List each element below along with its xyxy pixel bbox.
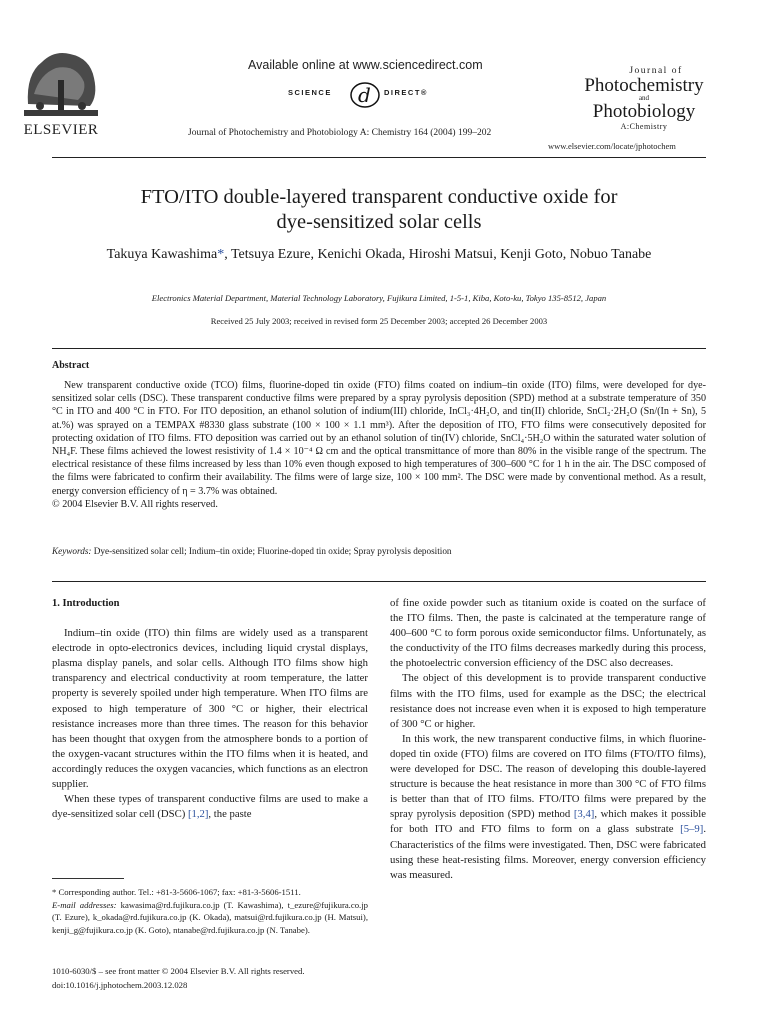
title-line-2: dye-sensitized solar cells [276, 211, 482, 233]
received-dates: Received 25 July 2003; received in revised form 25 December 2003; accepted 26 December 2003 [210, 316, 548, 326]
journal-url[interactable]: www.elsevier.com/locate/jphotochem [548, 141, 676, 151]
elsevier-logo [20, 44, 102, 140]
footnote [52, 886, 368, 936]
journal-logo-journal-of: Journal of [629, 66, 683, 76]
abstract-divider [52, 348, 706, 349]
available-online[interactable]: Available online at www.sciencedirect.com [248, 58, 483, 72]
keywords-list: Dye-sensitized solar cell; Indium–tin oxide; Fluorine-doped tin oxide; Spray pyrolysis deposition [91, 546, 452, 556]
right-paragraph-2: The object of this development is to provide transparent conductive films with the ITO films, used for example as the DSC; the electrical resistance does not increase even when it is exposed to high temperature of 300 °C or higher. [390, 672, 706, 730]
sciencedirect-left: SCIENCE [288, 88, 332, 97]
abstract-copyright: © 2004 Elsevier B.V. All rights reserved. [52, 498, 218, 510]
right-paragraph-3c: . Characteristics of the films were investigated. Then, DSC were fabricated using these heat-resisting films. Moreover, energy conversion efficiency was measured. [390, 823, 706, 881]
abstract-heading: Abstract [52, 360, 90, 371]
journal-citation: Journal of Photochemistry and Photobiology A: Chemistry 164 (2004) 199–202 [188, 128, 492, 138]
corresponding-author-link[interactable]: * [217, 247, 225, 262]
intro-paragraph-2-start: When these types of transparent conductive films are used to make a dye-sensitized solar cell (DSC) [52, 793, 368, 821]
right-paragraph-3b: , which makes it possible for both ITO and FTO films to form on a glass substrate [390, 808, 706, 836]
article-title [52, 185, 706, 235]
sciencedirect-d-icon [349, 78, 381, 110]
journal-logo [564, 66, 724, 131]
authors-rest: , Tetsuya Ezure, Kenichi Okada, Hiroshi Matsui, Kenji Goto, Nobuo Tanabe [224, 247, 652, 262]
affiliation: Electronics Material Department, Material Technology Laboratory, Fujikura Limited, 1-5-1, Kiba, Koto-ku, Tokyo 135-8512, Japan [151, 293, 607, 303]
corresponding-author-note: * Corresponding author. Tel.: +81-3-5606-1067; fax: +81-3-5606-1511. [52, 887, 301, 897]
right-paragraph-3a: In this work, the new transparent conductive films, in which fluorine-doped tin oxide (FTO) films are covered on ITO films (FTO/ITO films), were developed for DSC. The reason of developing this double-layered structure is because the heat resistance in more than 300 °C of FTO films is better than that of ITO films. FTO/ITO films were prepared by the spray pyrolysis deposition (SPD) method [390, 732, 706, 821]
email-addresses [52, 899, 368, 937]
right-paragraph-3 [390, 732, 706, 883]
email-label: E-mail addresses: [52, 899, 117, 910]
section-heading-introduction: 1. Introduction [52, 598, 120, 609]
keywords-label: Keywords: [52, 546, 92, 556]
intro-paragraph-2-end: , the paste [208, 808, 252, 821]
intro-paragraph-2 [52, 792, 368, 822]
reference-link-1-2[interactable]: [1,2] [187, 808, 209, 821]
left-column [52, 596, 368, 822]
journal-logo-and: and [638, 94, 650, 102]
footnote-divider [52, 878, 124, 879]
journal-logo-photochemistry: Photochemistry [584, 75, 704, 96]
author-first: Takuya Kawashima [106, 247, 218, 262]
abstract-body [52, 379, 706, 511]
publisher-name: ELSEVIER [23, 122, 99, 138]
journal-logo-photobiology: Photobiology [592, 101, 696, 122]
right-column [390, 596, 706, 883]
abstract-text: New transparent conductive oxide (TCO) films, fluorine-doped tin oxide (FTO) films coated on indium–tin oxide (ITO) films, were developed for dye-sensitized solar cells (DSC). These transparent conductive films were prepared by a spray pyrolysis deposition (SPD) method at a substrate temperature of 350 °C in ITO and 400 °C in FTO. For ITO deposition, an ethanol solution of indium(III) chloride, InCl₃·4H₂O, and tin(II) chloride, SnCl₂·2H₂O (Sn/(In + Sn), 5 at.%) was sprayed on a TEMPAX #8330 glass substrate (100 × 100 × 1.1 mm³). After the deposition of ITO, FTO films were consecutively deposited for protecting oxidation of ITO films. FTO deposition was carried out by an ethanol solution of tin(IV) chloride, SnCl₄·5H₂O within the saturated water solution of NH₄F. These films achieved the lowest resistivity of 1.4 × 10⁻⁴ Ω cm and the optical transmittance of more than 80% in the visible range of the spectrum. The electrical resistance of these films increased by less than 10% even though exposed to high temperatures of 300–600 °C for 1 h in the air. The DSC composed of the films were fabricated to confirm their availability. The films were of large size, 100 × 100 mm². The DSC were made by conventional method. As a result, energy conversion efficiency of η = 3.7% was obtained. [52, 380, 706, 497]
reference-link-3-4[interactable]: [3,4] [573, 808, 595, 821]
email-list: kawasima@rd.fujikura.co.jp (T. Kawashima), t_ezure@fujikura.co.jp (T. Ezure), k_okada@rd.fujikura.co.jp (K. Okada), matsui@rd.fujikura.co.jp (H. Matsui), kenji_g@fujikura.co.jp (K. Goto), ntanabe@rd.fujikura.co.jp (N. Tanabe). [52, 899, 368, 935]
front-matter [52, 964, 382, 992]
doi-line[interactable]: doi:10.1016/j.jphotochem.2003.12.028 [52, 980, 188, 990]
elsevier-tree-icon [20, 44, 102, 120]
svg-text:d: d [358, 83, 371, 107]
right-paragraph-1: of fine oxide powder such as titanium oxide is coated on the surface of the ITO films. Then, the paste is calcinated at the temperature range of 400–600 °C to form porous oxide semiconductor films. Unfortunately, as the conductivity of the ITO films decreases markedly during this process, the photoelectric conversion efficiency of the DSC also decreases. [390, 597, 706, 670]
keywords-divider [52, 581, 706, 582]
author-list [52, 247, 706, 263]
header-divider [52, 157, 706, 158]
title-line-1: FTO/ITO double-layered transparent conductive oxide for [140, 186, 618, 208]
keywords [52, 546, 706, 556]
journal-logo-a-chemistry: A:Chemistry [620, 122, 668, 131]
reference-link-5-9[interactable]: [5–9] [680, 823, 704, 836]
intro-paragraph-1: Indium–tin oxide (ITO) thin films are widely used as a transparent electrode in opto-electronics devices, including liquid crystal displays, plasma display panels, and solar cells. Although ITO films show high transparency and electrical conductivity at room temperature, the latter property is severely spoiled under high temperature. When ITO films are exposed to high temperature of 300 °C or higher, their electrical resistance increases more than three times. The reason for this behavior has been thought that oxygen from the atmosphere bonds to a portion of the oxygen-vacant structures within the ITO films when it is heated, and accordingly reduces the oxygen vacancies, which functions as an electron supplier. [52, 627, 368, 791]
sciencedirect-right: DIRECT® [384, 88, 428, 97]
sciencedirect-logo[interactable] [288, 78, 458, 112]
issn-line: 1010-6030/$ – see front matter © 2004 Elsevier B.V. All rights reserved. [52, 966, 305, 976]
